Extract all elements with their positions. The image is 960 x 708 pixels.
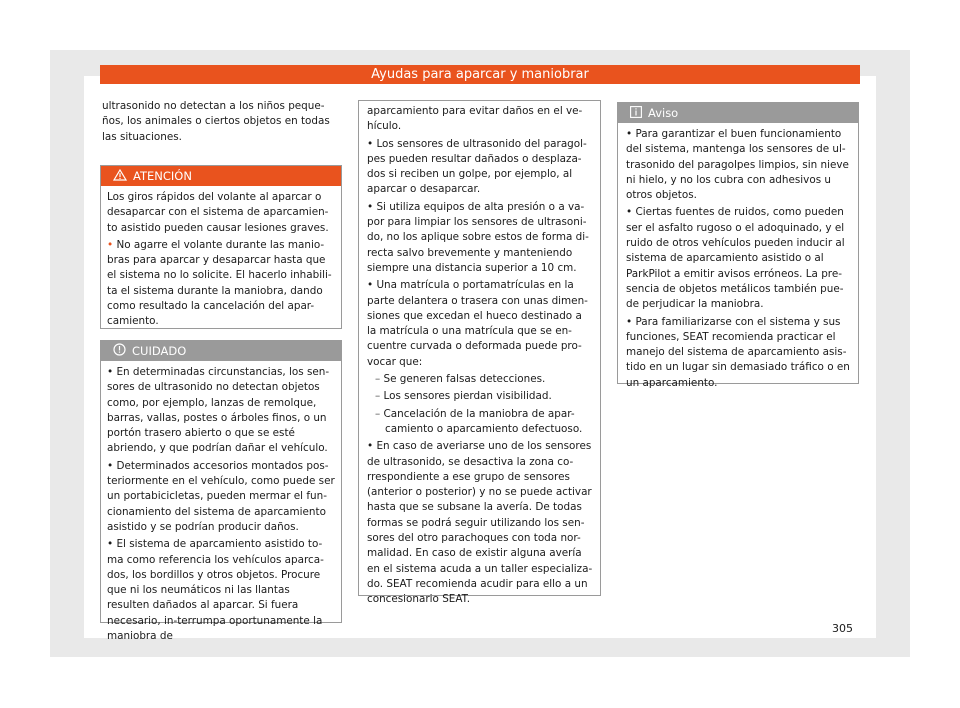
- section-header: Ayudas para aparcar y maniobrar: [100, 65, 860, 84]
- caution-bullet: • En determinadas circunstancias, los sen-sores de ultrasonido no detectan objetos como, por ejemplo, lanzas de remolque, barras, vallas, postes o árboles finos, o un portón trasero abierto o que se esté abriendo, y que podrían dañar el vehículo.: [107, 365, 335, 457]
- caution-circle-icon: [113, 342, 126, 362]
- caution-title: CUIDADO: [132, 344, 187, 358]
- aviso-bullet: • Para familiarizarse con el sistema y sus funciones, SEAT recomienda practicar el manejo del sistema de aparcamiento asis-tido en un lugar sin demasiado tráfico o en un aparcamiento.: [626, 315, 850, 391]
- caution-body: [101, 361, 341, 654]
- warning-triangle-icon: [113, 167, 127, 187]
- caution-bullet: • El sistema de aparcamiento asistido to-ma como referencia los vehículos aparca-dos, los bordillos y otros objetos. Procure que ni los neumáticos ni las llantas resulten dañados al aparcar. Si fuera necesario, in-terrumpa oportunamente la maniobra de: [107, 537, 335, 644]
- caution-header: [101, 341, 341, 361]
- caution-continuation-box: [358, 100, 601, 606]
- warning-title: ATENCIÓN: [133, 169, 192, 183]
- aviso-title: Aviso: [648, 106, 679, 120]
- column-1-intro: [102, 99, 342, 147]
- caution-bullet: • Los sensores de ultrasonido del paragol-pes pueden resultar dañados o desplaza-dos si reciben un golpe, por ejemplo, al aparcar o desaparcar.: [367, 137, 594, 198]
- page-number: 305: [832, 622, 853, 635]
- dash-item: – Cancelación de la maniobra de apar-camiento o aparcamiento defectuoso.: [367, 407, 594, 438]
- warning-text: Los giros rápidos del volante al aparcar o desaparcar con el sistema de aparcamien-to asistido pueden causar lesiones graves.: [107, 191, 329, 234]
- continuation-intro: aparcamiento para evitar daños en el ve-hículo.: [367, 105, 583, 133]
- warning-body: [101, 186, 341, 340]
- warning-bullet: • No agarre el volante durante las manio-bras para aparcar y desaparcar hasta que el sistema no lo solicite. El hacerlo inhabili-ta el sistema durante la maniobra, dando como resultado la cancelación del apar-camiento.: [107, 238, 335, 330]
- caution-bullet: • Una matrícula o portamatrículas en la parte delantera o trasera con unas dimen-siones que excedan el hueco destinado a la matrícula o una matrícula que se en-cuentre curvada o deformada puede pro-vocar que:: [367, 278, 594, 370]
- caution-bullet: • Determinados accesorios montados pos-teriormente en el vehículo, como puede ser un portabicicletas, pueden mermar el fun-cionamiento del sistema de aparcamiento asistido y se podrían producir daños.: [107, 459, 335, 535]
- dash-item: – Los sensores pierdan visibilidad.: [367, 389, 594, 404]
- aviso-body: [618, 123, 858, 401]
- warning-box: [100, 165, 342, 329]
- dash-item: – Se generen falsas detecciones.: [367, 372, 594, 387]
- aviso-box: [617, 102, 859, 389]
- intro-text: ultrasonido no detectan a los niños peque-ños, los animales o ciertos objetos en todas las situaciones.: [102, 100, 330, 143]
- caution-bullet: • Si utiliza equipos de alta presión o a va-por para limpiar los sensores de ultrasoni-do, no los aplique sobre estos de forma di-recta salvo brevemente y manteniendo siempre una distancia superior a 10 cm.: [367, 200, 594, 276]
- warning-header: [101, 166, 341, 186]
- info-icon: [630, 104, 642, 124]
- caution-box: [100, 340, 342, 643]
- aviso-bullet: • Para garantizar el buen funcionamiento del sistema, mantenga los sensores de ul-trasonido del paragolpes limpios, sin nieve ni hielo, y no los cubra con adhesivos u otros objetos.: [626, 127, 850, 203]
- aviso-header: [618, 103, 858, 123]
- aviso-bullet: • Ciertas fuentes de ruidos, como pueden ser el asfalto rugoso o el adoquinado, y el ruido de otros vehículos pueden inducir al sistema de aparcamiento asistido o al ParkPilot a emitir avisos erróneos. La pre-sencia de objetos metálicos también pue-de perjudicar la maniobra.: [626, 205, 850, 312]
- caution-bullet: • En caso de averiarse uno de los sensores de ultrasonido, se desactiva la zona co-rrespondiente a ese grupo de sensores (anterior o posterior) y no se puede activar hasta que se subsane la avería. De todas formas se podrá seguir utilizando los sen-sores del otro parachoques con toda nor-malidad. En caso de existir alguna avería en el sistema acuda a un taller especializa-do. SEAT recomienda acudir para ello a un concesionario SEAT.: [367, 439, 594, 607]
